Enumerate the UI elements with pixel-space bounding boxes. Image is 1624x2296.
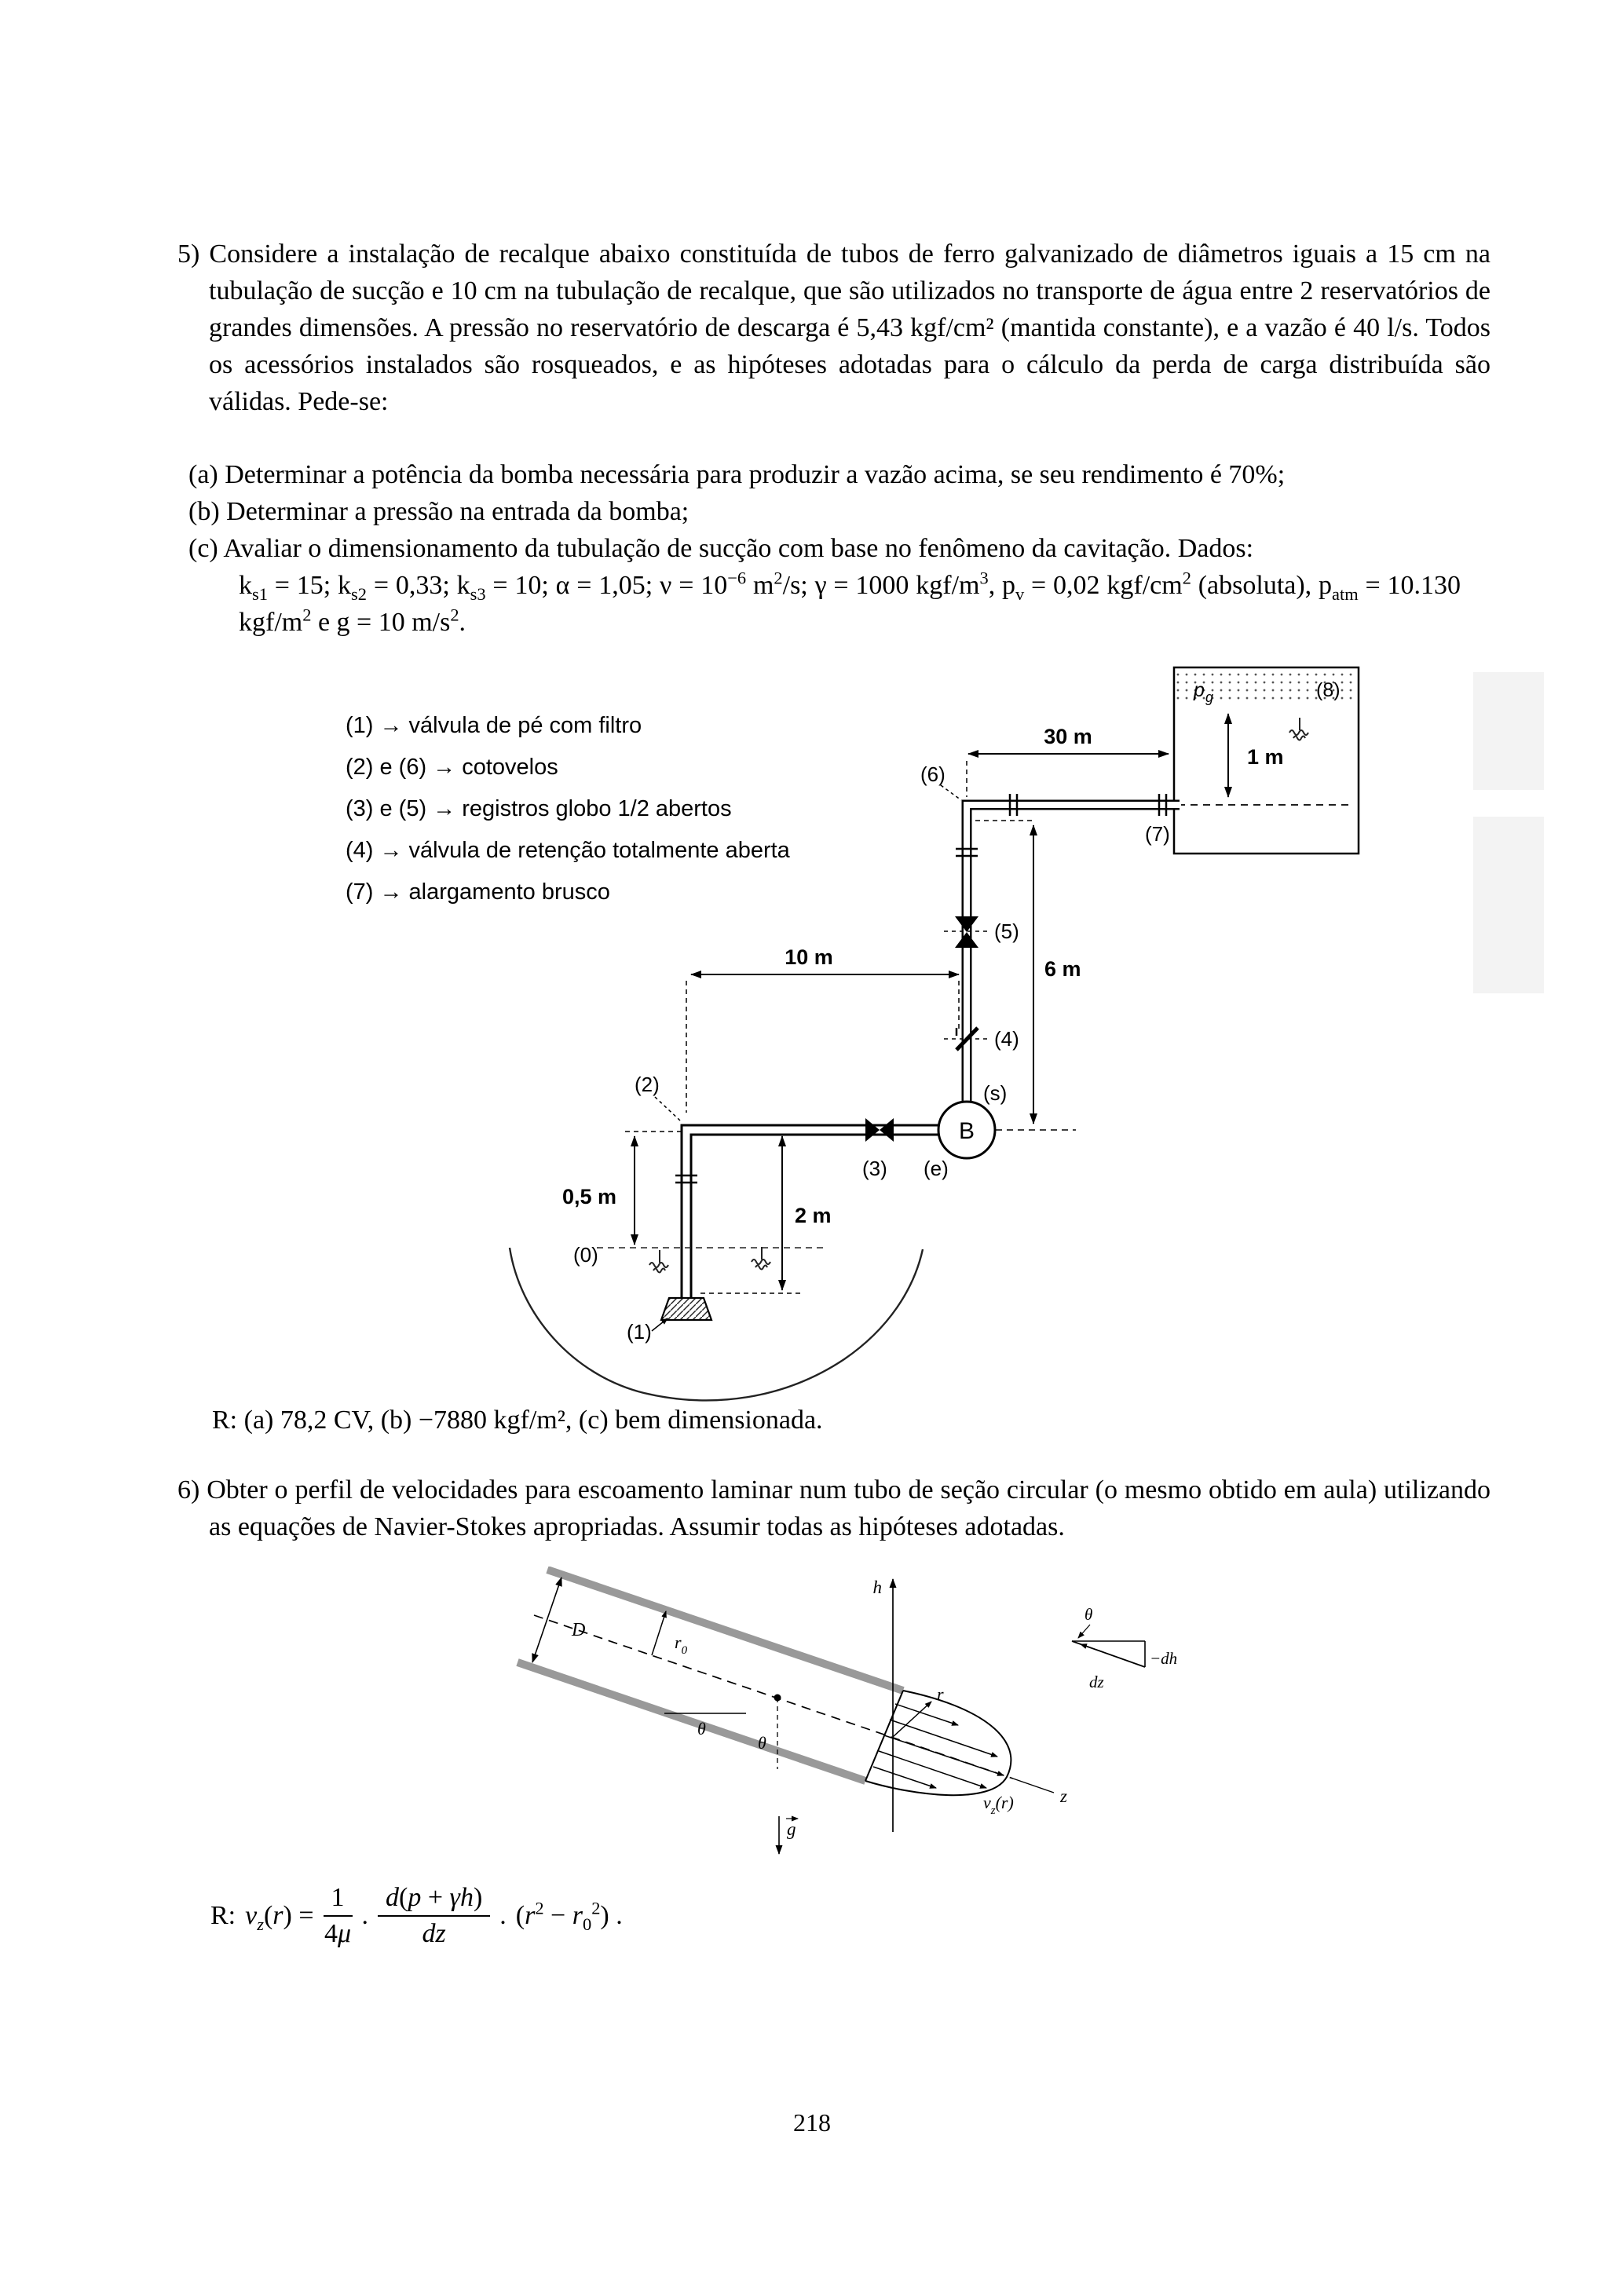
- pump: [938, 1102, 1076, 1158]
- answer-prefix: R:: [210, 1901, 236, 1930]
- item-b-text: Determinar a pressão na entrada da bomba;: [226, 497, 689, 526]
- label-4: (4): [994, 1027, 1019, 1051]
- scan-artifact: [1473, 672, 1544, 790]
- discharge-reservoir: [1174, 667, 1359, 854]
- problem-6-number: 6): [177, 1475, 200, 1504]
- problem-5-item-b: [188, 493, 1461, 530]
- formula-fraction-1: $\frac{1}{4\mu}$: [324, 1883, 352, 1948]
- svg-text:6 m: 6 m: [1044, 957, 1081, 981]
- label-s: (s): [983, 1081, 1008, 1105]
- formula-tail: $(r^2 - r_0^2)$ .: [515, 1898, 623, 1934]
- scan-artifact: [1473, 817, 1544, 993]
- diagram-legend: [346, 713, 791, 905]
- svg-text:10 m: 10 m: [785, 945, 833, 969]
- angle-theta-center: [758, 1698, 777, 1769]
- label-theta-wall: θ: [697, 1719, 706, 1738]
- dimension-1m: 1 m: [1247, 745, 1284, 769]
- velocity-profile: [865, 1691, 1011, 1795]
- legend-item-2: (2) e (6) → cotovelos: [346, 755, 558, 780]
- item-a-text: Determinar a potência da bomba necessária para produzir a vazão acima, se seu rendimento é 70%;: [225, 460, 1286, 489]
- differential-triangle: [1072, 1605, 1177, 1691]
- label-pg: p: [1194, 679, 1205, 701]
- dimension-2m: [700, 1136, 832, 1293]
- dimension-30m: [967, 725, 1169, 797]
- problem-5-number: 5): [177, 239, 200, 269]
- problem-5-given-data: $k_{s1} = 15$; $k_{s2} = 0,33$; $k_{s3} = 10$; α = 1,05; $\nu = 10^{-6}$ $m^2/s$; γ = 1000 kgf/$m^3$, $p_v = 0,02$ kgf/$cm^2$ (absoluta), $p_{atm} = 10.130$ kgf/$m^2$ e g = 10 $m/s^2$.: [239, 568, 1461, 637]
- formula-dot-1: .: [361, 1901, 369, 1930]
- formula-fraction-2: $\frac{d(p + \gamma h)}{dz}$: [378, 1883, 490, 1949]
- d-dimension: [532, 1578, 585, 1662]
- h-axis: [873, 1578, 894, 1832]
- label-theta-triangle: θ: [1084, 1605, 1093, 1624]
- svg-text:2 m: 2 m: [795, 1204, 832, 1227]
- problem-5-item-a: [188, 456, 1461, 493]
- foot-valve-strainer: [661, 1298, 711, 1320]
- svg-text:0,5 m: 0,5 m: [561, 1185, 616, 1208]
- label-h-axis: h: [872, 1578, 882, 1597]
- problem-5-statement: [177, 236, 1490, 420]
- label-r-axis: r: [937, 1684, 944, 1704]
- label-dh: −dh: [1150, 1649, 1178, 1668]
- label-3: (3): [862, 1157, 887, 1180]
- problem-5-body: Considere a instalação de recalque abaixo constituída de tubos de ferro galvanizado de diâmetros iguais a 15 cm na tubulação de sucção e 10 cm na tubulação de recalque, que são utilizados no transporte de água entre 2 reservatórios de grandes dimensões. A pressão no reservatório de descarga é 5,43 kgf/cm² (mantida constante), e a vazão é 40 l/s. Todos os acessórios instalados são rosqueados, e as hipóteses adotadas para o cálculo da perda de carga distribuída são válidas. Pede-se:: [209, 239, 1490, 416]
- svg-text:30 m: 30 m: [1044, 725, 1092, 748]
- suction-reservoir: [510, 1247, 923, 1400]
- item-a-label: (a): [188, 460, 218, 489]
- discharge-pipe: [967, 805, 1181, 1103]
- problem-5-answer: R: (a) 78,2 CV, (b) −7880 kgf/m², (c) bem dimensionada.: [212, 1406, 823, 1435]
- label-6: (6): [920, 762, 946, 786]
- globe-valve-5: [955, 916, 978, 948]
- label-8: (8): [1316, 679, 1341, 701]
- problem-5-items: [188, 456, 1461, 641]
- label-theta-center: θ: [758, 1733, 766, 1753]
- item-c-text: Avaliar o dimensionamento da tubulação de sucção com base no fenômeno da cavitação. Dados:: [223, 534, 1254, 563]
- label-2: (2): [635, 1073, 660, 1096]
- problem-6-statement: [177, 1472, 1490, 1545]
- problem-6-answer: [210, 1883, 623, 1949]
- label-g: g: [787, 1819, 796, 1839]
- item-c-label: (c): [188, 534, 218, 563]
- label-z-axis: z: [1060, 1786, 1067, 1806]
- legend-item-1: (1) → válvula de pé com filtro: [346, 713, 642, 738]
- dimension-05m: [562, 1132, 682, 1245]
- label-r0: $r_0$: [675, 1632, 688, 1657]
- legend-item-3: (3) e (5) → registros globo 1/2 abertos: [346, 796, 732, 821]
- formula-dot-2: .: [499, 1901, 507, 1930]
- label-5: (5): [994, 919, 1019, 943]
- gravity-vector: [779, 1816, 798, 1854]
- tube-walls: [518, 1570, 903, 1781]
- label-7: (7): [1145, 822, 1170, 846]
- page-number: 218: [793, 2108, 831, 2137]
- dimension-10m: [686, 945, 959, 1113]
- item-b-label: (b): [188, 497, 220, 526]
- problem-5-item-c: [188, 530, 1461, 567]
- formula-lhs: $v_z(r)$ =: [245, 1901, 314, 1934]
- legend-item-4: (4) → válvula de retenção totalmente aberta: [346, 838, 790, 863]
- label-vz: $v_z(r)$: [983, 1793, 1014, 1817]
- installation-diagram: [338, 664, 1374, 1433]
- centerline: [534, 1615, 1067, 1806]
- label-e: (e): [924, 1157, 949, 1180]
- velocity-profile-diagram: [510, 1567, 1186, 1881]
- dimension-6m: [975, 821, 1081, 1124]
- pump-label: B: [958, 1118, 975, 1144]
- legend-item-5: (7) → alargamento brusco: [346, 879, 610, 905]
- label-dz: dz: [1089, 1673, 1104, 1691]
- label-1: (1): [627, 1320, 652, 1344]
- label-pg-sub: g: [1205, 689, 1214, 705]
- label-0: (0): [573, 1243, 598, 1267]
- problem-6-body: Obter o perfil de velocidades para escoamento laminar num tubo de seção circular (o mesmo obtido em aula) utilizando as equações de Navier-Stokes apropriadas. Assumir todas as hipóteses adotadas.: [207, 1475, 1491, 1541]
- label-D: D: [572, 1620, 586, 1640]
- globe-valve-3: [865, 1118, 894, 1142]
